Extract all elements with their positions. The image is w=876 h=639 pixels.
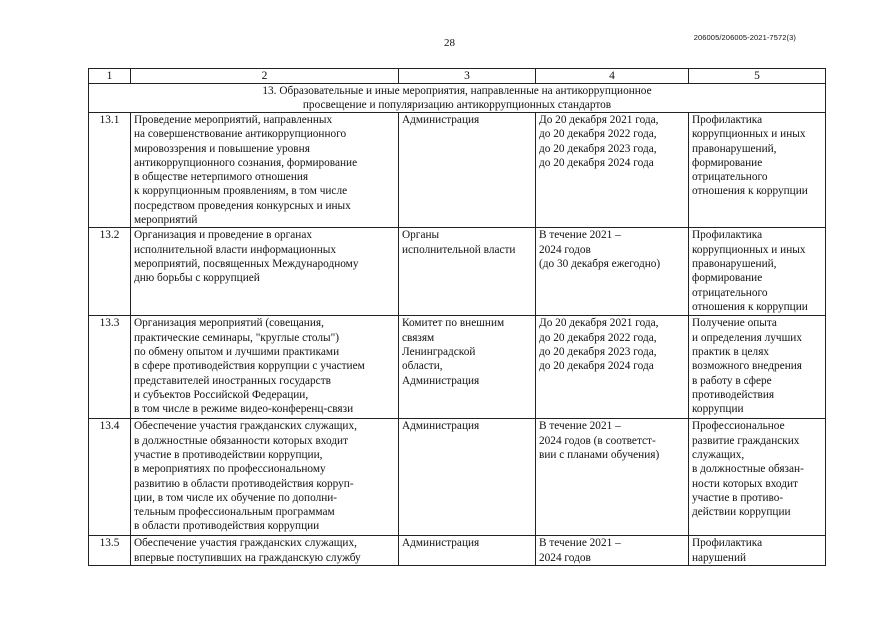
result-cell-line: служащих, bbox=[692, 448, 745, 461]
result-cell-line: коррупции bbox=[692, 403, 744, 416]
activity-cell-line: мировоззрения и повышение уровня bbox=[134, 142, 310, 155]
deadline-cell bbox=[536, 536, 689, 566]
measures-table bbox=[88, 68, 826, 566]
header-col-3: 3 bbox=[399, 69, 536, 84]
activity-cell-line: Организация и проведение в органах bbox=[134, 229, 312, 242]
executor-cell bbox=[399, 316, 536, 419]
result-cell-line: возможного внедрения bbox=[692, 360, 802, 373]
activity-cell bbox=[131, 228, 399, 316]
activity-cell-line: Проведение мероприятий, направленных bbox=[134, 114, 333, 126]
deadline-cell-line: 2024 годов (в соответст- bbox=[539, 434, 656, 447]
executor-cell-line: Ленинградской bbox=[402, 345, 476, 358]
row-number: 13.1 bbox=[89, 113, 131, 228]
executor-cell-line: Администрация bbox=[402, 420, 480, 433]
activity-cell-line: в области противодействия коррупции bbox=[134, 520, 320, 533]
activity-cell-line: ции, в том числе их обучение по дополни- bbox=[134, 491, 338, 504]
deadline-cell bbox=[536, 113, 689, 228]
activity-cell-line: на совершенствование антикоррупционного bbox=[134, 128, 347, 141]
result-cell-line: Профилактика bbox=[692, 537, 763, 550]
table-row bbox=[89, 316, 826, 419]
section-title bbox=[89, 84, 826, 113]
section-title-line: 13. Образовательные и иные мероприятия, направленные на антикоррупционное bbox=[262, 85, 652, 97]
row-number: 13.2 bbox=[89, 228, 131, 316]
result-cell-line: ности которых входит bbox=[692, 477, 798, 490]
result-cell-line: и определения лучших bbox=[692, 331, 802, 344]
result-cell-line: коррупционных и иных bbox=[692, 243, 806, 256]
deadline-cell-line: 2024 годов bbox=[539, 243, 591, 256]
deadline-cell-line: до 20 декабря 2022 года, bbox=[539, 331, 657, 344]
header-col-2: 2 bbox=[131, 69, 399, 84]
activity-cell bbox=[131, 316, 399, 419]
page-number: 28 bbox=[444, 37, 455, 49]
activity-cell-line: Организация мероприятий (совещания, bbox=[134, 317, 324, 330]
deadline-cell-line: до 20 декабря 2024 года bbox=[539, 360, 654, 373]
result-cell-line: практик в целях bbox=[692, 345, 770, 358]
activity-cell-line: впервые поступивших на гражданскую службу bbox=[134, 551, 361, 564]
activity-cell-line: антикоррупционного сознания, формирование bbox=[134, 156, 358, 169]
activity-cell-line: практические семинары, "круглые столы") bbox=[134, 331, 339, 344]
section-title-line: просвещение и популяризацию антикоррупционных стандартов bbox=[302, 99, 612, 111]
activity-cell-line: исполнительной власти информационных bbox=[134, 243, 336, 256]
deadline-cell-line: до 20 декабря 2022 года, bbox=[539, 128, 657, 141]
deadline-cell-line: до 20 декабря 2023 года, bbox=[539, 345, 657, 358]
activity-cell bbox=[131, 113, 399, 228]
activity-cell-line: в обществе нетерпимого отношения bbox=[134, 171, 309, 184]
activity-cell bbox=[131, 419, 399, 536]
result-cell bbox=[689, 316, 826, 419]
result-cell-line: в работу в сфере bbox=[692, 374, 772, 387]
result-cell-line: развитие гражданских bbox=[692, 434, 800, 447]
result-cell-line: участие в противо- bbox=[692, 491, 784, 504]
header-row bbox=[89, 69, 826, 84]
result-cell-line: отношения к коррупции bbox=[692, 300, 808, 313]
row-number: 13.3 bbox=[89, 316, 131, 419]
deadline-cell-line: В течение 2021 – bbox=[539, 420, 621, 433]
result-cell bbox=[689, 113, 826, 228]
activity-cell-line: Обеспечение участия гражданских служащих, bbox=[134, 537, 357, 550]
deadline-cell-line: вии с планами обучения) bbox=[539, 448, 660, 461]
result-cell-line: коррупционных и иных bbox=[692, 128, 806, 141]
result-cell-line: Профилактика bbox=[692, 114, 763, 126]
executor-cell-line: Администрация bbox=[402, 114, 480, 126]
result-cell-line: действии коррупции bbox=[692, 506, 791, 519]
result-cell-line: формирование bbox=[692, 156, 763, 169]
activity-cell-line: по обмену опытом и лучшими практиками bbox=[134, 345, 340, 358]
row-number: 13.4 bbox=[89, 419, 131, 536]
activity-cell-line: развитию в области противодействия корруп- bbox=[134, 477, 354, 490]
result-cell-line: Профилактика bbox=[692, 229, 763, 242]
result-cell-line: отношения к коррупции bbox=[692, 185, 808, 198]
activity-cell-line: в мероприятиях по профессиональному bbox=[134, 463, 326, 476]
deadline-cell-line: В течение 2021 – bbox=[539, 229, 621, 242]
executor-cell-line: Администрация bbox=[402, 537, 480, 550]
activity-cell-line: Обеспечение участия гражданских служащих, bbox=[134, 420, 357, 433]
result-cell-line: формирование bbox=[692, 272, 763, 285]
activity-cell-line: и субъектов Российской Федерации, bbox=[134, 388, 309, 401]
deadline-cell-line: До 20 декабря 2021 года, bbox=[539, 114, 659, 126]
table-row bbox=[89, 419, 826, 536]
result-cell-line: Получение опыта bbox=[692, 317, 777, 330]
activity-cell bbox=[131, 536, 399, 566]
activity-cell-line: к коррупционным проявлениям, в том числе bbox=[134, 185, 348, 198]
executor-cell-line: Администрация bbox=[402, 374, 480, 387]
deadline-cell bbox=[536, 228, 689, 316]
section-row bbox=[89, 84, 826, 113]
activity-cell-line: представителей иностранных государств bbox=[134, 374, 331, 387]
activity-cell-line: в том числе в режиме видео-конференц-связи bbox=[134, 403, 354, 416]
deadline-cell-line: До 20 декабря 2021 года, bbox=[539, 317, 659, 330]
result-cell-line: противодействия bbox=[692, 388, 775, 401]
result-cell bbox=[689, 228, 826, 316]
header-col-4: 4 bbox=[536, 69, 689, 84]
activity-cell-line: мероприятий, посвященных Международному bbox=[134, 257, 359, 270]
table-row bbox=[89, 228, 826, 316]
activity-cell-line: в должностные обязанности которых входит bbox=[134, 434, 349, 447]
executor-cell bbox=[399, 228, 536, 316]
activity-cell-line: посредством проведения конкурсных и иных bbox=[134, 199, 351, 212]
activity-cell-line: мероприятий bbox=[134, 214, 198, 227]
executor-cell-line: связям bbox=[402, 331, 435, 344]
result-cell-line: Профессиональное bbox=[692, 420, 785, 433]
activity-cell-line: в сфере противодействия коррупции с участием bbox=[134, 360, 365, 373]
result-cell-line: отрицательного bbox=[692, 171, 768, 184]
deadline-cell bbox=[536, 316, 689, 419]
result-cell-line: правонарушений, bbox=[692, 257, 777, 270]
executor-cell bbox=[399, 113, 536, 228]
header-col-1: 1 bbox=[89, 69, 131, 84]
executor-cell-line: Комитет по внешним bbox=[402, 317, 505, 330]
document-id: 206005/206005-2021-7572(3) bbox=[693, 33, 796, 42]
executor-cell bbox=[399, 419, 536, 536]
executor-cell-line: исполнительной власти bbox=[402, 243, 516, 256]
activity-cell-line: дню борьбы с коррупцией bbox=[134, 272, 260, 285]
executor-cell-line: области, bbox=[402, 360, 443, 373]
deadline-cell bbox=[536, 419, 689, 536]
result-cell-line: правонарушений, bbox=[692, 142, 777, 155]
activity-cell-line: участие в противодействии коррупции, bbox=[134, 448, 323, 461]
result-cell bbox=[689, 419, 826, 536]
executor-cell-line: Органы bbox=[402, 229, 440, 242]
result-cell bbox=[689, 536, 826, 566]
table-row bbox=[89, 536, 826, 566]
activity-cell-line: тельным профессиональным программам bbox=[134, 506, 335, 519]
result-cell-line: в должностные обязан- bbox=[692, 463, 804, 476]
result-cell-line: отрицательного bbox=[692, 286, 768, 299]
deadline-cell-line: (до 30 декабря ежегодно) bbox=[539, 257, 661, 270]
executor-cell bbox=[399, 536, 536, 566]
row-number: 13.5 bbox=[89, 536, 131, 566]
deadline-cell-line: 2024 годов bbox=[539, 551, 591, 564]
deadline-cell-line: до 20 декабря 2023 года, bbox=[539, 142, 657, 155]
header-col-5: 5 bbox=[689, 69, 826, 84]
deadline-cell-line: до 20 декабря 2024 года bbox=[539, 156, 654, 169]
deadline-cell-line: В течение 2021 – bbox=[539, 537, 621, 550]
table-row bbox=[89, 113, 826, 228]
result-cell-line: нарушений bbox=[692, 551, 747, 564]
